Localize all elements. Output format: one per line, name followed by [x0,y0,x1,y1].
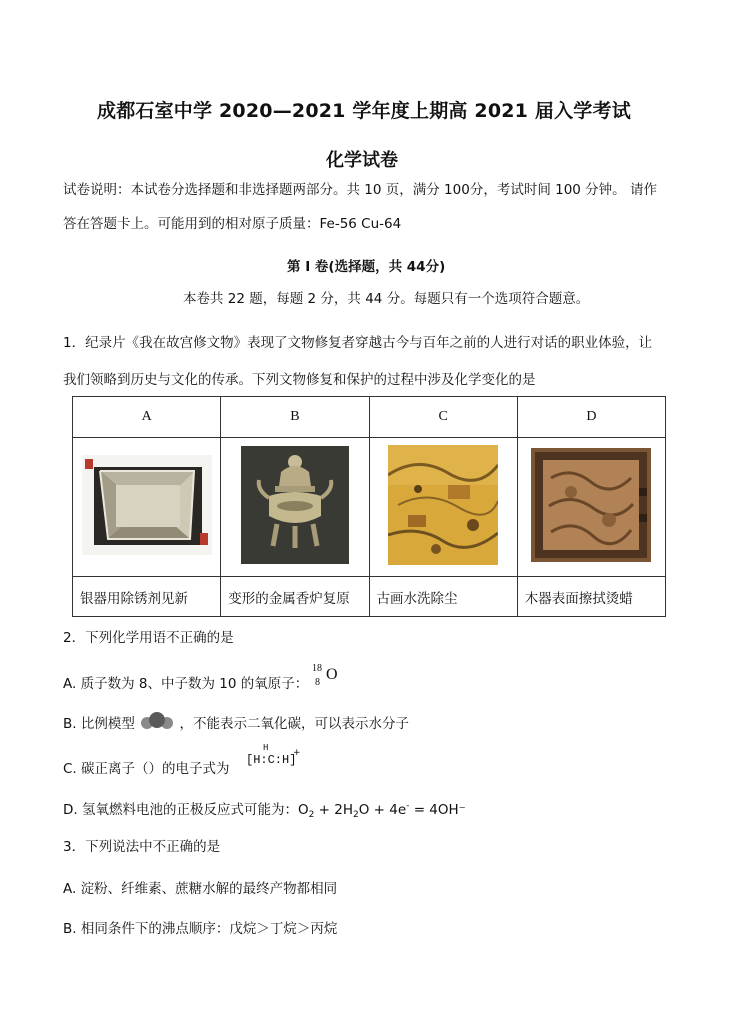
page-title: 成都石室中学 2020—2021 学年度上期高 2021 届入学考试 [97,100,631,122]
q2-option-d-o-sub: 2 [308,810,315,820]
q2-option-d-label: D. [63,802,78,818]
q3-stem: 3．下列说法中不正确的是 [63,839,221,855]
section-note: 本卷共 22 题，每题 2 分，共 44 分。每题只有一个选项符合题意。 [183,291,590,307]
q2-option-d-mid: O + 4e [358,802,407,818]
q1-option-b-letter: B [221,397,369,438]
q1-option-a-image-cell [73,438,221,577]
q2-option-d [63,796,466,825]
q2-option-a [63,674,308,694]
section-heading: 第 I 卷(选择题，共 44分) [287,259,446,275]
q2-option-c-text: 碳正离子（）的电子式为 [81,761,230,777]
q3-option-b-label: B. [63,921,77,937]
ancient-painting-image [388,445,498,565]
q1-options-table [72,396,666,617]
left-bracket: [ [246,753,254,767]
q2-option-d-o: O [297,802,309,818]
silver-box-image [82,455,212,555]
q2-option-c [63,759,230,779]
carbocation-charge: + [293,748,301,758]
page-subtitle: 化学试卷 [326,150,398,171]
incense-burner-image [241,446,349,564]
q2-option-b [63,711,409,734]
q2-option-b-pre: 比例模型 [80,716,135,732]
instructions-line-2: 答在答题卡上。可能用到的相对原子质量：Fe-56 Cu-64 [63,216,402,232]
carbocation-formula-top: H [263,743,269,753]
q1-option-c-caption: 古画水洗除尘 [369,577,517,617]
q1-stem-line-2: 我们领略到历史与文化的传承。下列文物修复和保护的过程中涉及化学变化的是 [63,372,536,388]
q1-option-b-image-cell [221,438,369,577]
space-filling-model-icon [139,711,175,731]
q2-option-c-label: C. [63,761,77,777]
carbocation-formula [246,752,296,768]
q1-option-d-letter: D [517,397,665,438]
q3-option-a [63,879,337,899]
q2-option-b-label: B. [63,716,77,732]
q3-option-b-text: 相同条件下的沸点顺序：戊烷＞丁烷＞丙烷 [80,921,338,937]
q1-option-a-caption: 银器用除锈剂见新 [73,577,221,617]
q1-stem-line-1: 1．纪录片《我在故宫修文物》表现了文物修复者穿越古今与百年之前的人进行对话的职业体验，让 [63,335,653,351]
oxygen-symbol: O [326,666,338,683]
q2-option-a-label: A. [63,676,77,692]
q1-option-c-letter: C [369,397,517,438]
q2-option-d-h-sub: 2 [353,810,359,820]
carbocation-formula-middle: H:C:H [253,753,290,767]
oxygen-isotope-atomic-number: 8 [315,677,320,688]
q3-option-b [63,919,337,939]
oxygen-isotope-mass-number: 18 [312,663,322,674]
q1-option-d-caption: 木器表面擦拭烫蜡 [517,577,665,617]
q2-option-d-plus-h: + 2H [314,802,353,818]
q2-option-d-end: = 4OH⁻ [409,802,466,818]
wooden-carving-image [531,448,651,562]
q2-stem: 2．下列化学用语不正确的是 [63,630,234,646]
q2-option-b-post: ，不能表示二氧化碳，可以表示水分子 [179,716,409,732]
q2-option-d-e-sup: - [406,801,410,811]
instructions-line-1: 试卷说明：本试卷分选择题和非选择题两部分。共 10 页，满分 100分，考试时间 100 分钟。 请作 [63,182,657,198]
q3-option-a-label: A. [63,881,77,897]
q2-option-d-text: 氢氧燃料电池的正极反应式可能为： [81,802,298,818]
q2-option-a-text: 质子数为 8、中子数为 10 的氧原子： [80,676,309,692]
q1-option-d-image-cell [517,438,665,577]
q1-option-a-letter: A [73,397,221,438]
q3-option-a-text: 淀粉、纤维素、蔗糖水解的最终产物都相同 [80,881,338,897]
q1-option-b-caption: 变形的金属香炉复原 [221,577,369,617]
right-bracket: ] [289,753,297,767]
q1-option-c-image-cell [369,438,517,577]
